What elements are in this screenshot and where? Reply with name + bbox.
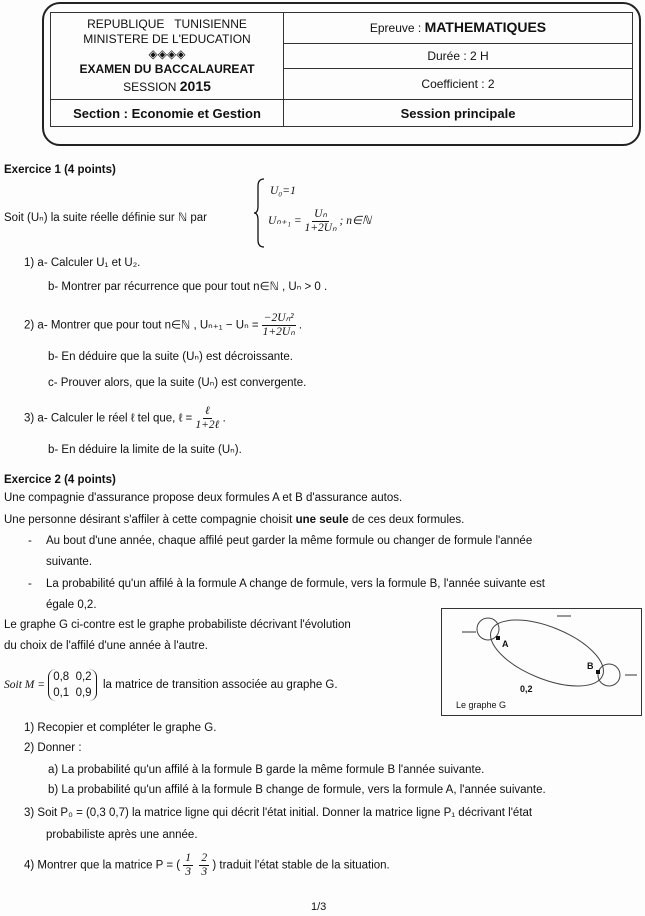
exam-name: EXAMEN DU BACCALAUREAT — [79, 61, 255, 76]
q2a: 2) a- Montrer que pour tout n∈ℕ , Uₙ₊₁ − Uₙ = $\frac{\text{−2Uₙ²}}{\text{1+2Uₙ}}$ . — [24, 312, 303, 338]
page-number: 1/3 — [311, 901, 327, 913]
ex2-p2: Une personne désirant s'affiler à cette compagnie choisit une seule de ces deux formules. — [4, 514, 465, 526]
exercise-2-title: Exercice 2 (4 points) — [4, 474, 116, 486]
probabilistic-graph — [441, 608, 642, 716]
ex2-q2a: a) La probabilité qu'un affilé à la formule B garde la même formule B l'année suivante. — [48, 764, 485, 776]
ex2-q1: 1) Recopier et compléter le graphe G. — [24, 722, 217, 734]
bullet-dash: - — [28, 578, 32, 590]
q1b: b- Montrer par récurrence que pour tout n∈ℕ , Uₙ > 0 . — [48, 281, 328, 293]
loop-a — [477, 618, 499, 640]
session-type: Session principale — [284, 100, 633, 127]
ex2-p1: Une compagnie d'assurance propose deux formules A et B d'assurance autos. — [4, 492, 403, 504]
q3b: b- En déduire la limite de la suite (Uₙ). — [48, 444, 242, 456]
bullet-2a: La probabilité qu'un affilé à la formule A change de formule, vers la formule B, l'année suivante est — [46, 578, 545, 590]
matrix-m: 0,8 0,2 0,1 0,9 — [48, 669, 96, 701]
bullet-1a: Au bout d'une année, chaque affilé peut garder la même formule ou changer de formule l'année — [46, 535, 533, 547]
graph-text-1: Le graphe G ci-contre est le graphe probabiliste décrivant l'évolution — [4, 619, 351, 631]
q3a: 3) a- Calculer le réel ℓ tel que, ℓ = $\frac{\text{ℓ}}{\text{1+2ℓ}}$ . — [24, 405, 226, 431]
q2c: c- Prouver alors, que la suite (Uₙ) est convergente. — [48, 377, 307, 389]
system-brace — [254, 178, 266, 248]
node-b: B — [587, 661, 594, 671]
ministry: MINISTERE DE L'EDUCATION — [83, 31, 251, 46]
u0: U₀=1 — [270, 185, 296, 197]
q1a: 1) a- Calculer U₁ et U₂. — [24, 257, 141, 269]
exercise-1-title: Exercice 1 (4 points) — [4, 164, 116, 176]
ex2-q2: 2) Donner : — [24, 742, 82, 754]
recurrence: Uₙ₊₁ = $\frac{\text{Uₙ}}{\text{1+2Uₙ}}$ ; n∈ℕ — [268, 208, 372, 234]
subject: MATHEMATIQUES — [424, 19, 547, 35]
ex2-q2b: b) La probabilité qu'un affilé à la formule B change de formule, vers la formule A, l'année suivante. — [48, 784, 546, 796]
graph-text-2: du choix de l'affilé d'une année à l'autre. — [4, 640, 208, 652]
duration: Durée : 2 H — [284, 44, 633, 69]
ex2-q3b: probabiliste après une année. — [46, 829, 198, 841]
q2b: b- En déduire que la suite (Uₙ) est décroissante. — [48, 351, 293, 363]
session-line: SESSION 2015 — [123, 77, 211, 94]
bullet-dash: - — [28, 535, 32, 547]
country: REPUBLIQUE TUNISIENNE — [87, 16, 247, 31]
graph-caption: Le graphe G — [456, 700, 507, 710]
coefficient: Coefficient : 2 — [284, 69, 633, 100]
matrix-line: Soit M = 0,8 0,2 0,1 0,9 la matrice de transition associée au graphe G. — [4, 671, 338, 699]
epreuve-label: Epreuve : — [369, 21, 422, 35]
bullet-1b: suivante. — [46, 556, 93, 568]
graph-edge-ellipse — [482, 609, 613, 700]
ex1-intro: Soit (Uₙ) la suite réelle définie sur ℕ par — [4, 212, 207, 224]
loop-b — [598, 664, 620, 686]
ex2-q3a: 3) Soit P₀ = (0,3 0,7) la matrice ligne qui décrit l'état initial. Donner la matrice ligne P₁ décrivant l'état — [24, 807, 533, 819]
node-b-dot — [596, 670, 600, 674]
node-a: A — [502, 639, 509, 649]
bullet-2b: égale 0,2. — [46, 599, 97, 611]
ex2-q4: 4) Montrer que la matrice P = ( $\frac{1}{3}$ $\frac{2}{3}$ ) traduit l'état stable de la situation. — [24, 852, 390, 878]
node-a-dot — [496, 636, 500, 640]
section: Section : Economie et Gestion — [51, 100, 284, 127]
ornament: ◈◈◈◈ — [148, 46, 186, 61]
edge-ab-weight: 0,2 — [520, 684, 533, 694]
header-table — [50, 12, 633, 127]
